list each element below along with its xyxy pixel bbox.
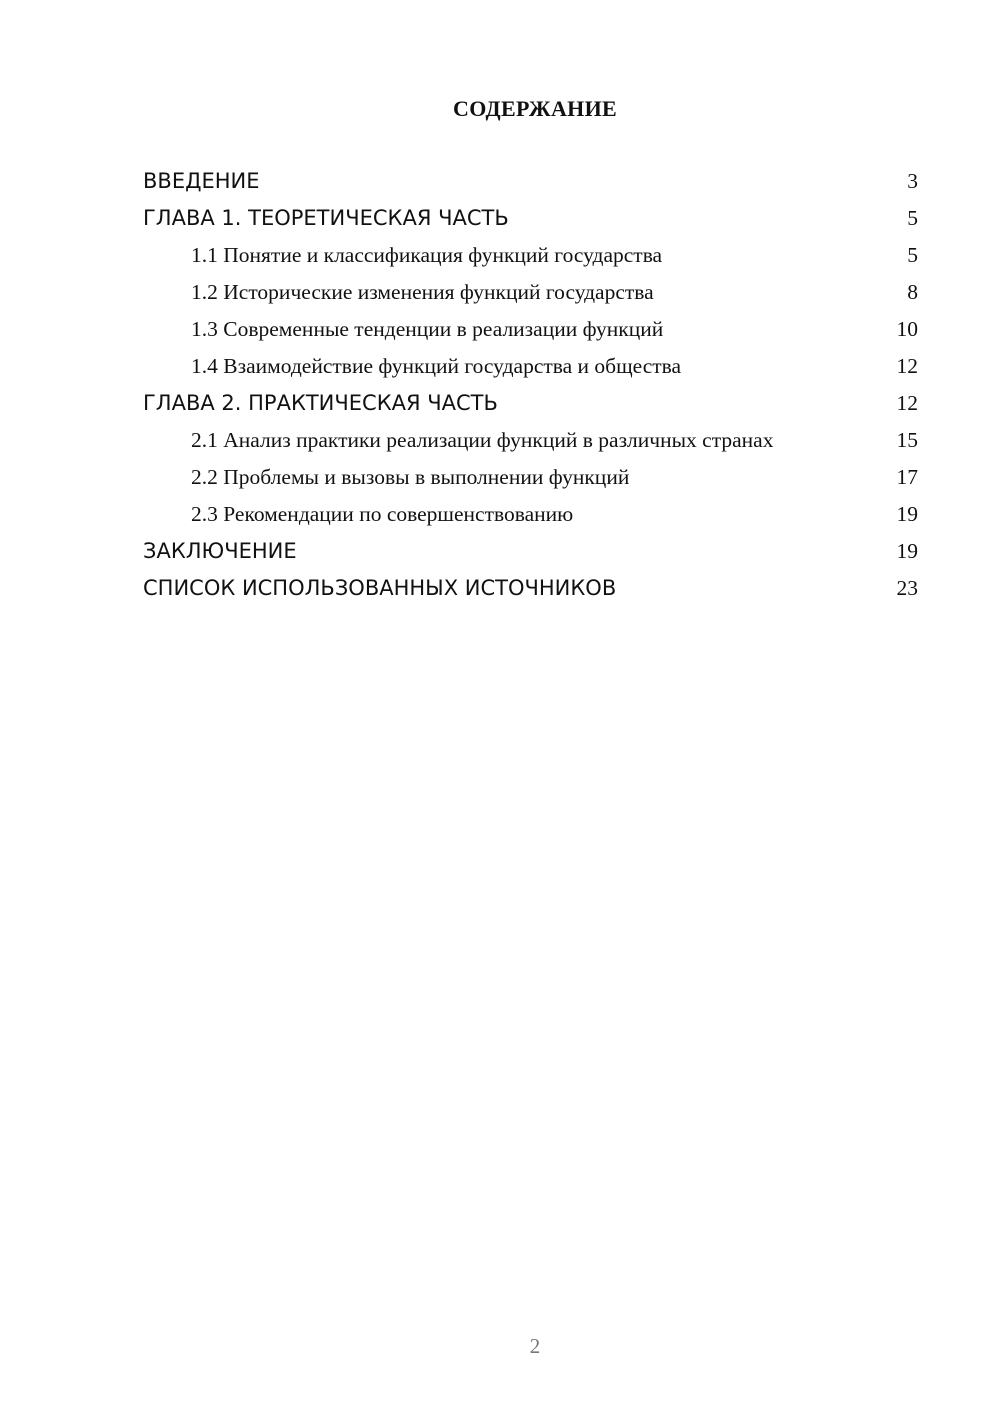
toc-entry-chapter-2[interactable] (143, 390, 918, 417)
toc-entry-page: 23 (896, 576, 918, 600)
toc-title: СОДЕРЖАНИЕ (453, 96, 617, 121)
toc-entry-section-1-4[interactable] (143, 353, 918, 380)
toc-entry-label: 2.3 Рекомендации по совершенствованию (191, 502, 574, 526)
toc-entry-page: 19 (896, 539, 918, 563)
table-of-contents (143, 168, 918, 612)
toc-entry-label: 2.2 Проблемы и вызовы в выполнении функций (191, 465, 630, 489)
toc-entry-label: ЗАКЛЮЧЕНИЕ (143, 539, 297, 563)
toc-entry-introduction[interactable] (143, 168, 918, 195)
toc-entry-label: 1.4 Взаимодействие функций государства и общества (191, 354, 682, 378)
toc-entry-section-1-2[interactable] (143, 279, 918, 306)
toc-entry-page: 10 (896, 317, 918, 341)
toc-entry-section-2-1[interactable] (143, 427, 918, 454)
toc-entry-page: 17 (896, 465, 918, 489)
toc-entry-page: 15 (896, 428, 918, 452)
toc-entry-references[interactable] (143, 575, 918, 602)
toc-entry-page: 5 (907, 243, 918, 267)
toc-entry-label: ГЛАВА 1. ТЕОРЕТИЧЕСКАЯ ЧАСТЬ (143, 206, 509, 230)
page-number: 2 (529, 1334, 541, 1358)
toc-entry-page: 19 (896, 502, 918, 526)
toc-entry-label: СПИСОК ИСПОЛЬЗОВАННЫХ ИСТОЧНИКОВ (143, 576, 617, 600)
toc-entry-label: ВВЕДЕНИЕ (143, 169, 260, 193)
toc-entry-page: 12 (896, 354, 918, 378)
toc-entry-page: 3 (907, 169, 918, 193)
toc-entry-label: 1.2 Исторические изменения функций государства (191, 280, 654, 304)
toc-entry-label: 1.3 Современные тенденции в реализации функций (191, 317, 664, 341)
toc-entry-section-2-2[interactable] (143, 464, 918, 491)
toc-entry-section-2-3[interactable] (143, 501, 918, 528)
toc-entry-page: 8 (907, 280, 918, 304)
toc-entry-section-1-3[interactable] (143, 316, 918, 343)
toc-entry-label: 2.1 Анализ практики реализации функций в различных странах (191, 428, 774, 452)
toc-entry-section-1-1[interactable] (143, 242, 918, 269)
toc-entry-label: 1.1 Понятие и классификация функций государства (191, 243, 663, 267)
toc-entry-page: 5 (907, 206, 918, 230)
toc-entry-chapter-1[interactable] (143, 205, 918, 232)
toc-entry-label: ГЛАВА 2. ПРАКТИЧЕСКАЯ ЧАСТЬ (143, 391, 498, 415)
toc-entry-conclusion[interactable] (143, 538, 918, 565)
toc-entry-page: 12 (896, 391, 918, 415)
